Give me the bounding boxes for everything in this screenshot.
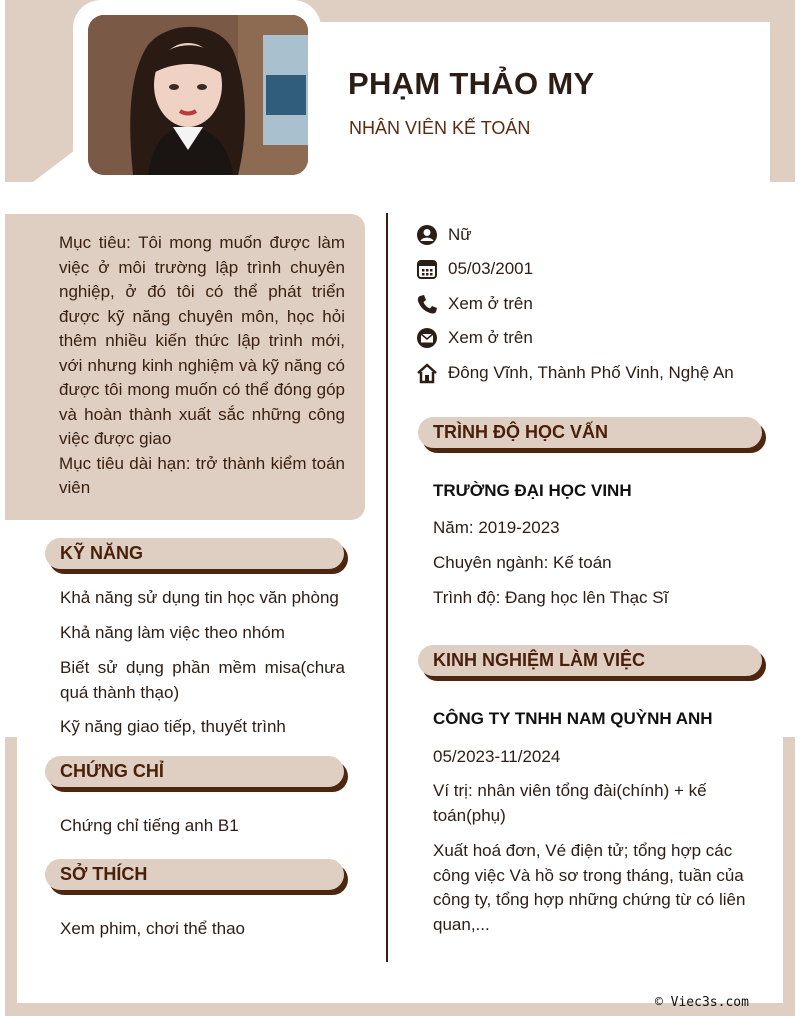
experience-position: Ví trị: nhân viên tổng đài(chính) + kế toán(phụ)	[433, 781, 707, 825]
education-major: Chuyên ngành: Kế toán	[433, 553, 612, 572]
contact-phone	[416, 292, 533, 316]
contact-email	[416, 326, 533, 350]
address-value: Đông Vĩnh, Thành Phố Vinh, Nghệ An	[448, 363, 734, 382]
email-value: Xem ở trên	[448, 328, 533, 347]
skill-item: Biết sử dụng phần mềm misa(chưa quá thành thạo)	[60, 658, 345, 702]
skill-item: Khả năng sử dụng tin học văn phòng	[60, 588, 339, 607]
objective-text: Mục tiêu: Tôi mong muốn được làm việc ở môi trường lập trình chuyên nghiệp, ở đó tôi có thể phát triển được kỹ năng chuyên môn, học hỏi thêm nhiều kiến thức lập trình mới, với nhưng kinh nghiệm và kỹ năng có được tôi mong muốn có thể đóng góp và hoàn thành xuất sắc những công việc được giao	[59, 233, 345, 448]
hobbies-section-header: SỞ THÍCH	[45, 859, 344, 890]
experience-period: 05/2023-11/2024	[433, 747, 561, 766]
left-border	[5, 737, 17, 1016]
education-years: Năm: 2019-2023	[433, 518, 560, 537]
certificate-item: Chứng chỉ tiếng anh B1	[60, 816, 239, 835]
certificates-section-header: CHỨNG CHỈ	[45, 756, 344, 787]
candidate-name: PHẠM THẢO MY	[348, 66, 595, 101]
skill-item: Kỹ năng giao tiếp, thuyết trình	[60, 717, 286, 736]
contact-gender	[416, 223, 472, 247]
header-name-panel	[320, 22, 770, 182]
phone-value: Xem ở trên	[448, 294, 533, 313]
calendar-icon	[416, 258, 438, 280]
experience-description: Xuất hoá đơn, Vé điện tử; tổng hợp các công việc Và hồ sơ trong tháng, tuần của công ty, tổng hợp những chứng từ có liên quan,...	[433, 841, 746, 934]
experience-company: CÔNG TY TNHH NAM QUỲNH ANH	[433, 709, 713, 728]
job-title: NHÂN VIÊN KẾ TOÁN	[349, 118, 531, 138]
profile-photo	[88, 15, 308, 175]
phone-icon	[416, 293, 438, 315]
photo-frame-corner	[33, 150, 75, 182]
watermark: © Viec3s.com	[655, 995, 749, 1010]
skill-item: Khả năng làm việc theo nhóm	[60, 623, 285, 642]
gender-value: Nữ	[448, 225, 472, 244]
birthdate-value: 05/03/2001	[448, 259, 534, 278]
experience-section-header: KINH NGHIỆM LÀM VIỆC	[418, 645, 762, 676]
right-border	[783, 737, 795, 1016]
skills-section-header: KỸ NĂNG	[45, 538, 344, 569]
hobby-item: Xem phim, chơi thể thao	[60, 919, 246, 938]
email-icon	[416, 327, 438, 349]
education-level: Trình độ: Đang học lên Thạc Sĩ	[433, 588, 669, 607]
contact-address	[416, 361, 734, 385]
column-divider	[386, 213, 388, 962]
objective-box	[5, 214, 365, 520]
home-icon	[416, 362, 438, 384]
long-term-objective-text: Mục tiêu dài hạn: trở thành kiểm toán viên	[59, 453, 345, 497]
education-school: TRƯỜNG ĐẠI HỌC VINH	[433, 481, 632, 500]
education-section-header: TRÌNH ĐỘ HỌC VẤN	[418, 417, 762, 448]
contact-birthdate	[416, 257, 533, 281]
user-icon	[416, 224, 438, 246]
